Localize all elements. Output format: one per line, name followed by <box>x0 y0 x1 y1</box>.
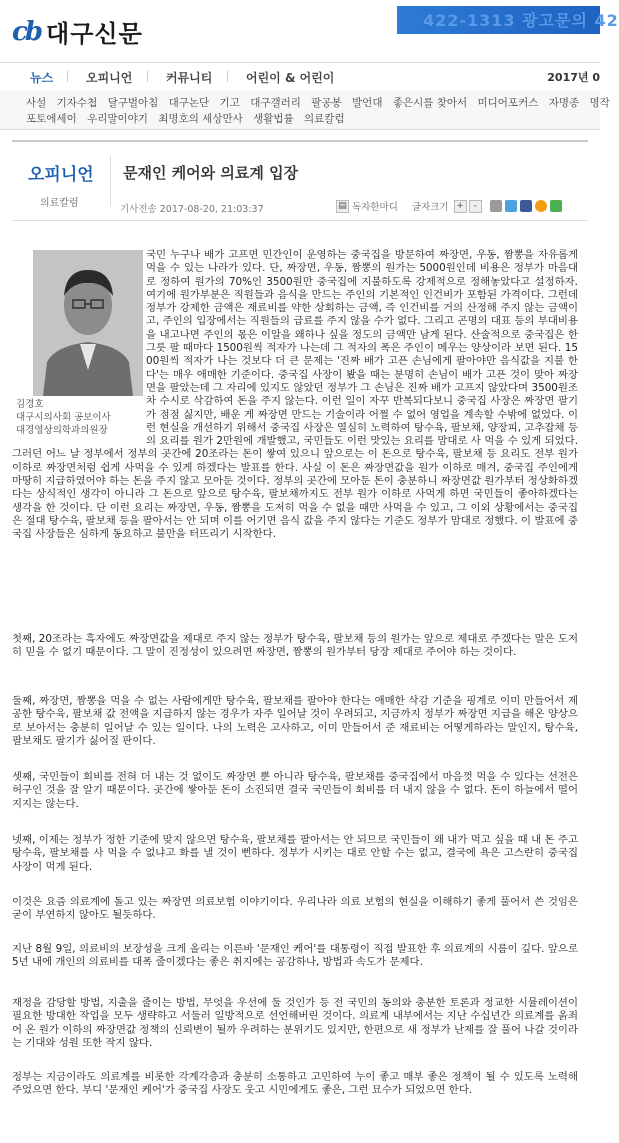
author-name: 김경호 <box>16 399 44 410</box>
subnav-item[interactable]: 대구갤러리 <box>250 97 301 109</box>
nav-divider <box>147 71 148 82</box>
nav-kids[interactable]: 어린이 & 어린이 <box>246 71 335 85</box>
ad-banner[interactable] <box>397 6 619 34</box>
nav-news[interactable]: 뉴스 <box>30 71 54 85</box>
subnav-item[interactable]: 좋은시를 찾아서 <box>392 97 468 109</box>
subnav-item[interactable]: 사설 <box>26 97 47 109</box>
article-paragraph-9: 정부는 지금이라도 의료계를 비롯한 각계각층과 충분히 소통하고 고민하여 누이 좋고 매부 좋은 정책이 될 수 있도록 노력해 주었으면 한다. 부디 '문재인 케어'가 중국집 사장도 웃고 시민에게도 좋은, 그런 묘수가 되었으면 한다. <box>12 1071 578 1097</box>
fontsize-label: 글자크기 <box>411 202 449 213</box>
author-affiliation: 대경영상의학과의원장 <box>16 425 108 436</box>
subnav-item[interactable]: 팔공봉 <box>311 97 342 109</box>
google-icon[interactable] <box>550 200 562 212</box>
email-icon[interactable] <box>490 200 502 212</box>
subnav-item[interactable]: 의료칼럼 <box>304 113 345 125</box>
article-paragraph-7: 지난 8월 9일, 의료비의 보장성을 크게 올리는 이른바 '문재인 케어'를 대통령이 직접 발표한 후 의료계의 시름이 깊다. 앞으로 5년 내에 개인의 의료비를 대폭 줄이겠다는 좋은 취지에는 공감하나, 방법과 속도가 문제다. <box>12 943 578 969</box>
subnav-item[interactable]: 기고 <box>219 97 240 109</box>
photo-wrap-spacer <box>12 249 146 447</box>
comment-icon: ▤ <box>336 200 349 213</box>
article-paragraph-8: 재정을 감당할 방법, 지출을 줄이는 방법, 무엇을 우선에 둘 것인가 등 전 국민의 동의와 충분한 토론과 정교한 시뮬레이션이 필요한 방대한 작업을 모두 생략하고 서둘러 일방적으로 선언해버린 것이다. 의료계 내부에서는 지난 수십년간 의료계를 옭죄어 온 원가 이하의 짜장면값 정책의 신뢰변이 될까 우려하는 분위기도 있지만, 한편으로 새 정부가 난제를 잘 풀어 나갈 것이라는 기대와 성원 또한 작지 않다. <box>12 997 578 1049</box>
banner-text: 422-1313 광고문의 42 <box>423 11 619 30</box>
nav-community[interactable]: 커뮤니티 <box>166 71 213 85</box>
author-role: 대구시의사회 공보이사 <box>16 412 111 423</box>
article-paragraph-4: 셋째, 국민들이 회비를 전혀 더 내는 것 없이도 짜장면 뿐 아니라 탕수육, 팔보채를 중국집에서 마음껏 먹을 수 있다는 선전은 허구인 것을 잘 알기 때문이다. 곳간에 쌓아둔 돈이 소진되면 결국 국민들이 회비를 더 내지 않을 수 없다. 돈이 하늘에서 떨어지지는 않는다. <box>12 771 578 810</box>
subnav-item[interactable]: 명작 <box>589 97 610 109</box>
article-paragraph-6: 이것은 요즘 의료계에 돌고 있는 짜장면 의료보험 이야기이다. 우리나라 의료 보험의 현실을 이해하기 좋게 풀어서 쓴 것임은 굳이 부연하지 않아도 될듯하다. <box>12 896 578 922</box>
subnav-item[interactable]: 대구논단 <box>168 97 210 109</box>
article-title: 문재인 케어와 의료계 입장 <box>123 164 299 182</box>
subnav-row-2 <box>26 111 352 126</box>
rss-icon[interactable] <box>535 200 547 212</box>
twitter-icon[interactable] <box>505 200 517 212</box>
nav-divider <box>227 71 228 82</box>
section-title: 오피니언 <box>28 165 94 185</box>
article-meta: 기사전송 2017-08-20, 21:03:37 <box>120 204 264 215</box>
subnav-item[interactable]: 포토에세이 <box>26 113 77 125</box>
subsection-title: 의료칼럼 <box>40 198 79 209</box>
nav-divider <box>67 71 68 82</box>
font-decrease-button[interactable]: - <box>469 200 482 213</box>
subnav-row-1 <box>26 95 617 110</box>
article-paragraph-1 <box>12 249 578 609</box>
subnav-item[interactable]: 최명호의 세상만사 <box>158 113 243 125</box>
article-header <box>12 140 588 221</box>
subnav-item[interactable]: 우리말이야기 <box>87 113 148 125</box>
nav-opinion[interactable]: 오피니언 <box>86 71 133 85</box>
reader-comment-link[interactable]: 독자한마디 <box>352 202 398 213</box>
subnav-item[interactable]: 발언대 <box>352 97 383 109</box>
subnav-item[interactable]: 달구벌아침 <box>107 97 159 109</box>
font-increase-button[interactable]: + <box>454 200 467 213</box>
logo-mark: cb <box>12 16 41 47</box>
article-paragraph-2: 첫째, 20조라는 흑자에도 짜장면값을 제대로 주지 않는 정부가 탕수육, 팔보채 등의 원가는 앞으로 제대로 주겠다는 말은 도저히 믿을 수 없기 때문이다. 그 말이 진정성이 있으려면 짜장면, 짬뽕의 원가부터 당장 제대로 주어야 하는 것이다. <box>12 633 578 659</box>
logo-text: 대구신문 <box>46 20 143 48</box>
article-paragraph-1-text: 국민 누구나 배가 고프면 민간인이 운영하는 중국집을 방문하여 짜장면, 우동, 짬뽕을 자유롭게 먹을 수 있는 나라가 있다. 단, 짜장면, 우동, 짬뽕의 원가는 5000원인데 비용은 정부가 마음대로 정하여 원가의 70%인 3500원만 중국집에 지불하도록 강제적으로 정해놓았다고 설정하자. 여기에 원가부분은 직원들과 음식을 만드는 주인의 기본적인 인건비가 포함된 가격이다. 그런데 정부가 강제한 금액은 재료비를 약한 상회하는 금액, 즉 인건비를 거의 산정해 주지 않는 금액이고, 주인의 입장에서는 직원들의 급료를 주지 않을 수가 없다. 그리고 곤명의 대표 등의 부대비용을 내고나면 주인의 몫은 이알을 왜하나 싶을 정도의 금액만 남게 된다. 산술적으로 중국집은 한 그릇 팔 때마다 1500원씩 적자가 나는데 그 적자의 폭은 주인이 메우는 양상이라 보면 된다. 1500원씩 적자가 나는 것보다 더 큰 문제는 '진짜 배가 고픈 손님에게 팔아야만 음식값을 지불 한다'는 매우 애매한 기준이다. 중국집 사장이 봤을 때는 분명히 손님이 배가 고픈 것이 맞아 짜장면을 팔았는데 그 자리에 있지도 않았던 정부가 그 손님은 진짜 배가 고프지 않았다며 3500원조차 수시로 삭감하여 돈을 주지 않는다. 이런 일이 자꾸 반복되다보니 중국집 사장은 짜장면 팔기가 점점 싫지만, 배운 게 짜장면 만드는 기술이라 어쩔 수 없어 영업을 계속할 수밖에 없었다. 이런 현실을 개선하기 위해서 중국집 사장은 열심히 노력하여 탕수육, 팔보채, 양장피, 고추잡채 등의 요리를 원가 2만원에 개발했고, 국민들도 이런 맛있는 요리를 맘대로 사 먹을 수 있게 되었다. 그러던 어느 날 정부에서 정부의 곳간에 20조라는 돈이 쌓여 있으니 앞으로는 이 돈으로 탕수육, 팔보채 등 요리도 전부 원가 이하로 짜장면처럼 쉽게 사먹을 수 있게 하겠다는 발표를 한다. 사실 이 돈은 짜장면값을 원가 이하로 매겨, 중국집 주인에게 마땅히 지급하였어야 하는 돈을 주지 않고 모아둔 것이다. 정부의 곳간에 모아둔 돈이 충분하니 짜장면값 원가부터 정상화하겠다는 상식적인 생각이 아니라 그 돈으로 앞으로 탕수육, 팔보채까지도 전부 원가 이하로 사먹게 하면 국민들이 좋아하겠다는 생각을 한 것이다. 단 이런 요리는 짜장면, 우동, 짬뽕을 도저히 먹을 수 없을 때만 사먹을 수 있고, 그 이외 상황에서는 중국집은 절대 탕수육, 팔보채 등을 팔아서는 안 되며 이를 어기면 음식 값을 주지 않다는 기준도 정부가 맘대로 정했다. 이 발표에 중국집 사장들은 심하게 동요하고 불만을 터뜨리기 시작한다. <box>12 249 578 541</box>
main-nav <box>0 62 600 93</box>
sub-nav <box>0 91 610 130</box>
site-logo[interactable] <box>12 14 143 49</box>
article-paragraph-5: 넷째, 이제는 정부가 정한 기준에 맞지 않으면 탕수육, 팔보채를 팔아서는 안 되므로 국민들이 왜 내가 먹고 싶을 때 내 돈 주고 탕수육, 팔보채를 사 먹을 수 없냐고 화를 낼 것이 뻔하다. 정부가 시키는 대로 안할 수는 없고, 결국에 욕은 고스란히 중국집 사장이 먹게 된다. <box>12 834 578 873</box>
current-date: 2017년 0 <box>547 71 600 84</box>
facebook-icon[interactable] <box>520 200 532 212</box>
article-paragraph-3: 둘째, 짜장면, 짬뽕을 먹을 수 없는 사람에게만 탕수육, 팔보채를 팔아야 한다는 애매한 삭감 기준을 핑계로 이미 만들어서 제공한 탕수육, 팔보채 값 전액을 지급하지 않는 경우가 자주 일어날 것이 우려되고, 지금까지 정부가 짜장면 지급을 해온 양상으로 보아서는 충분히 일어날 수 있는 일이다. 나의 노력은 고사하고, 이미 만들어서 준 재료비는 어떻게하라는 말인지, 탕수육, 팔보채도 팔기가 싫어질 판이다. <box>12 695 578 747</box>
subnav-item[interactable]: 기자수첩 <box>56 97 98 109</box>
site-header <box>0 0 619 62</box>
subnav-item[interactable]: 미디어포커스 <box>477 97 539 109</box>
article-tools <box>334 199 562 213</box>
subnav-item[interactable]: 자명종 <box>548 97 580 109</box>
header-divider <box>110 156 111 206</box>
subnav-item[interactable]: 생활법률 <box>253 113 294 125</box>
